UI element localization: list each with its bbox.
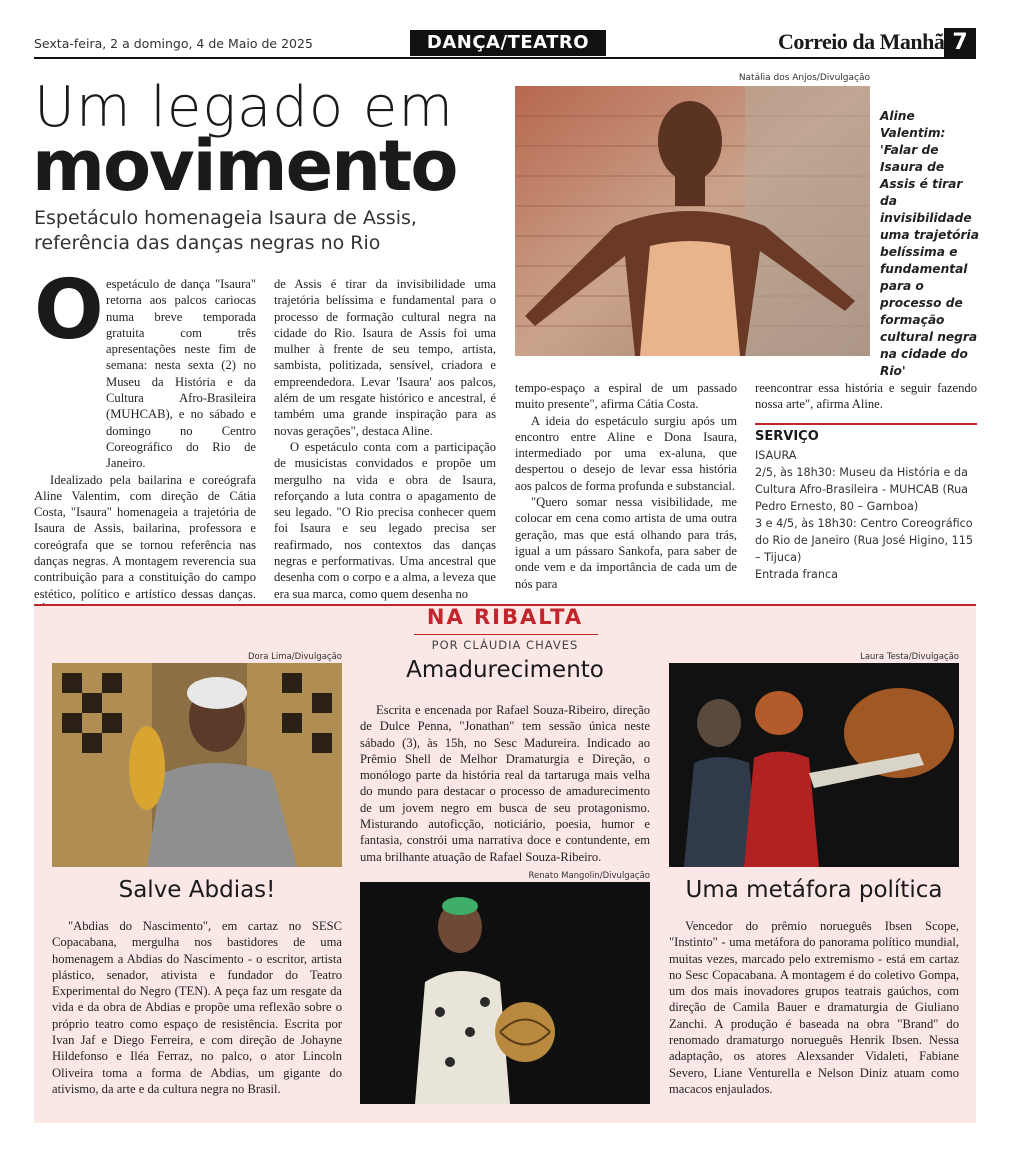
servico-heading: SERVIÇO — [755, 429, 819, 444]
newspaper-name: Correio da Manhã — [778, 29, 945, 54]
paragraph: tempo-espaço a espiral de um passado muito presente", afirma Cátia Costa. — [515, 381, 737, 412]
paragraph: "Quero somar nessa visibilidade, me colocar em cena como artista de uma outra geração, mas que está olhando para trás, igual a um pássaro Sankofa, para saber de onde vem e da importância de cada um de nós para — [515, 495, 737, 591]
column-3 — [515, 380, 737, 592]
paragraph: Vencedor do prêmio norueguês Ibsen Scope, "Instinto" - uma metáfora do panorama político mundial, muitas vezes, marcado pelo extremismo - está em cartaz no Sesc Copacabana. A montagem é do coletivo Gompa, um dos mais inovadores grupos teatrais gaúchos, com direção de Camila Bauer e dramaturgia de Giuliano Zanchi. A produção é baseada na obra "Brand" do renomado dramaturgo norueguês Henrik Ibsen. Nessa adaptação, os atores Alexsander Vidaleti, Fabiane Severo, Liane Venturella e Nelson Diniz atuam como macacos enjaulados. — [669, 919, 959, 1096]
paragraph: Idealizado pela bailarina e coreógrafa Aline Valentim, com direção de Cátia Costa, "Isaura" homenageia a trajetória de Isaura de Assis, bailarina, professora e coreógrafa que se tornou referência nas danças negras. A montagem reverencia sua contribuição para a constituição do campo estético, político e artístico dessas danças. — [34, 472, 256, 601]
servico-date-2: 3 e 4/5, às 18h30: Centro Coreográfico do Rio de Janeiro (Rua José Higino, 115 – Tijuca) — [755, 517, 973, 564]
dancer-photo — [515, 86, 870, 356]
headline-line-1: Um legado em — [34, 75, 454, 140]
servico-rule — [755, 423, 977, 425]
item-text — [669, 918, 959, 1097]
page-number: 7 — [944, 28, 976, 58]
header-rule — [34, 57, 976, 59]
section-label: DANÇA/TEATRO — [410, 30, 606, 56]
photo-credit: Renato Mangolin/Divulgação — [528, 871, 650, 881]
paragraph: "Abdias do Nascimento", em cartaz no SESC Copacabana, mergulha nos bastidores de uma homenagem a Abdias do Nascimento - o escritor, artista plástico, senador, ativista e fundador do Teatro Experimental do Negro (TEN). A peça faz um resgate da vida e da obra de Abdias e propõe uma reflexão sobre o próprio teatro como espaço de resistência. Escrita por Ivan Jaf e Diego Ferreira, e com direção de Johayne Hildefonso e Iléa Ferraz, no palco, o ator Lincoln Oliveira toma a forma de Abdias, um gigante do ativismo, da arte e da cultura negra no Brasil. — [52, 919, 342, 1096]
jonathan-photo — [360, 882, 650, 1104]
ribalta-title: NA RIBALTA — [426, 605, 584, 629]
paragraph: Escrita e encenada por Rafael Souza-Ribeiro, direção de Dulce Penna, "Jonathan" tem sessão única neste sábado (3), às 15h, no Sesc Madureira. Indicado ao Prêmio Shell de Melhor Dramaturgia e Direção, o monólogo parte da história real da tartaruga mais velha do mundo para destacar o processo de amadurecimento de um jovem negro em busca de seu protagonismo. Misturando autoficção, noticiário, poesia, humor e fantasia, constrói uma narrativa doce e contundente, em uma brilhante atuação de Rafael Souza-Ribeiro. — [360, 703, 650, 864]
paragraph: de Assis é tirar da invisibilidade uma trajetória belíssima e fundamental para o processo de formação cultural negra na cidade do Rio. Isaura de Assis foi uma mulher à frente de seu tempo, artista, sambista, politizada, sensível, criadora e empreendedora. Levar 'Isaura' aos palcos, além de um resgate histórico e ancestral, é também uma grande inspiração para as novas gerações", destaca Aline. — [274, 277, 496, 438]
paragraph: reencontrar essa história e seguir fazendo nossa arte", afirma Aline. — [755, 381, 977, 412]
photo-credit: Dora Lima/Divulgação — [248, 652, 342, 662]
servico-show: ISAURA — [755, 449, 797, 462]
servico-price: Entrada franca — [755, 568, 839, 581]
ribalta-title-rule — [414, 634, 598, 635]
paragraph: O espetáculo conta com a participação de musicistas convidados e propõe um mergulho na vida e obra de Isaura, reforçando a luta contra o apagamento de seu legado. "O Rio precisa conhecer quem foi Isaura e seu legado precisa ser reafirmado, nos contextos das danças negras e performativas. Uma ancestral que desenha com o corpo e a alma, a leveza que era sua marca, como quem desenha no — [274, 439, 496, 601]
paragraph: espetáculo de dança "Isaura" retorna aos palcos cariocas numa breve temporada gratuita com três apresentações neste fim de semana: nesta sexta (2) no Museu da História e da Cultura Afro-Brasileira (MUHCAB), e no sábado e domingo no Centro Coreográfico do Rio de Janeiro. — [106, 277, 256, 471]
item-heading: Salve Abdias! — [118, 877, 276, 903]
photo-credit: Natália dos Anjos/Divulgação — [738, 73, 870, 83]
servico-date-1: 2/5, às 18h30: Museu da História e da Cultura Afro-Brasileira - MUHCAB (Rua Pedro Ernesto, 80 – Gamboa) — [755, 466, 969, 513]
column-1 — [34, 263, 256, 651]
item-text — [360, 702, 650, 865]
edition-date: Sexta-feira, 2 a domingo, 4 de Maio de 2025 — [34, 36, 313, 51]
item-heading: Amadurecimento — [406, 657, 604, 683]
item-heading: Uma metáfora política — [685, 877, 943, 903]
paragraph: A ideia do espetáculo surgiu após um encontro entre Aline e Dona Isaura, intermediado por uma ex-aluna, que despertou o desejo de levar essa história aos palcos de forma profunda e substancial. — [515, 413, 737, 493]
servico-info — [755, 447, 977, 583]
column-4 — [755, 380, 977, 413]
headline-line-2: movimento — [32, 125, 457, 207]
photo-caption: Aline Valentim: 'Falar de Isaura de Assis é tirar da invisibilidade uma trajetória belíssima e fundamental para o processo de formação cultural negra na cidade do Rio' — [880, 109, 979, 378]
abdias-photo — [52, 663, 342, 867]
subheadline: Espetáculo homenageia Isaura de Assis, referência das danças negras no Rio — [34, 207, 417, 254]
item-text — [52, 918, 342, 1097]
column-2 — [274, 276, 496, 602]
instinto-photo — [669, 663, 959, 867]
photo-credit: Laura Testa/Divulgação — [860, 652, 959, 662]
drop-cap: O — [34, 263, 104, 358]
ribalta-byline: POR CLÁUDIA CHAVES — [431, 638, 579, 652]
